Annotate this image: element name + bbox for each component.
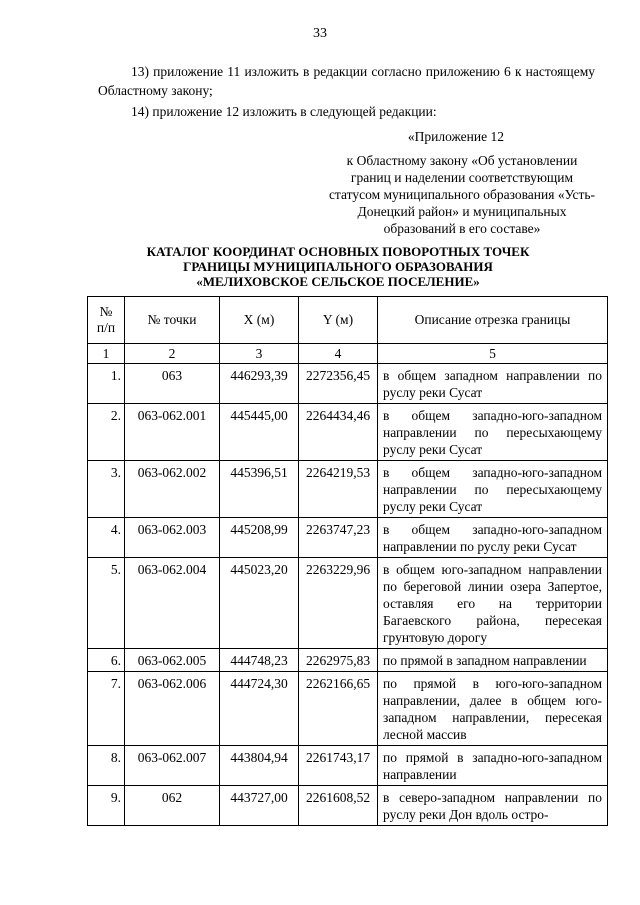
appendix-header (300, 127, 596, 237)
column-number: 4 (299, 344, 378, 364)
cell-y: 2262975,83 (299, 649, 378, 672)
cell-description: по прямой в западном направлении (378, 649, 608, 672)
cell-number: 8. (88, 746, 125, 786)
paragraph-14: 14) приложение 12 изложить в следующей редакции: (131, 104, 437, 119)
cell-number: 2. (88, 404, 125, 461)
cell-point: 063-062.003 (125, 518, 220, 558)
cell-y: 2261608,52 (299, 786, 378, 826)
table-row (88, 746, 608, 786)
coordinates-table (87, 296, 608, 826)
cell-point: 063-062.001 (125, 404, 220, 461)
table-row (88, 404, 608, 461)
table-row (88, 672, 608, 746)
cell-point: 063-062.002 (125, 461, 220, 518)
column-number: 3 (220, 344, 299, 364)
cell-description: в общем западно-юго-западном направлении по руслу реки Сусат (378, 518, 608, 558)
table-row (88, 518, 608, 558)
paragraph-13: 13) приложение 11 изложить в редакции согласно приложению 6 к настоящему Областному закону; (98, 64, 595, 98)
header-description: Описание отрезка границы (378, 297, 608, 344)
cell-x: 445208,99 (220, 518, 299, 558)
cell-x: 444748,23 (220, 649, 299, 672)
cell-number: 1. (88, 364, 125, 404)
header-n-line-1: № (99, 304, 113, 319)
cell-point: 063-062.004 (125, 558, 220, 649)
cell-x: 445445,00 (220, 404, 299, 461)
column-number: 5 (378, 344, 608, 364)
appendix-description: к Областному закону «Об установлении границ и наделении соответствующим статусом муниципального образования «Усть-Донецкий район» и муниципальных образований в его составе» (328, 153, 596, 236)
cell-y: 2263229,96 (299, 558, 378, 649)
header-x: X (м) (220, 297, 299, 344)
catalog-title (88, 244, 588, 289)
appendix-title: «Приложение 12 (407, 129, 504, 144)
cell-x: 443804,94 (220, 746, 299, 786)
header-point: № точки (125, 297, 220, 344)
cell-number: 9. (88, 786, 125, 826)
cell-description: в общем западном направлении по руслу реки Сусат (378, 364, 608, 404)
cell-number: 6. (88, 649, 125, 672)
cell-description: в общем западно-юго-западном направлении по пересыхающему руслу реки Сусат (378, 404, 608, 461)
table-row (88, 649, 608, 672)
cell-y: 2261743,17 (299, 746, 378, 786)
cell-number: 5. (88, 558, 125, 649)
table-row (88, 364, 608, 404)
cell-point: 063-062.007 (125, 746, 220, 786)
cell-x: 443727,00 (220, 786, 299, 826)
table-header-row (88, 297, 608, 344)
cell-number: 3. (88, 461, 125, 518)
header-y: Y (м) (299, 297, 378, 344)
cell-description: по прямой в юго-юго-западном направлении, далее в общем юго-западном направлении, пересекая лесной массив (378, 672, 608, 746)
header-n (88, 297, 125, 344)
cell-y: 2272356,45 (299, 364, 378, 404)
column-number: 1 (88, 344, 125, 364)
cell-description: по прямой в западно-юго-западном направлении (378, 746, 608, 786)
cell-point: 063-062.006 (125, 672, 220, 746)
table-row (88, 461, 608, 518)
cell-description: в общем западно-юго-западном направлении по пересыхающему руслу реки Сусат (378, 461, 608, 518)
cell-y: 2263747,23 (299, 518, 378, 558)
cell-point: 063 (125, 364, 220, 404)
cell-description: в общем юго-западном направлении по береговой линии озера Запертое, оставляя его на территории Багаевского района, пересекая грунтовую дорогу (378, 558, 608, 649)
table-row (88, 558, 608, 649)
cell-x: 445023,20 (220, 558, 299, 649)
catalog-title-line-1: КАТАЛОГ КООРДИНАТ ОСНОВНЫХ ПОВОРОТНЫХ ТОЧЕК (146, 244, 530, 259)
cell-number: 4. (88, 518, 125, 558)
cell-point: 062 (125, 786, 220, 826)
table-row (88, 786, 608, 826)
cell-y: 2264219,53 (299, 461, 378, 518)
page-number: 33 (313, 26, 327, 41)
cell-number: 7. (88, 672, 125, 746)
cell-point: 063-062.005 (125, 649, 220, 672)
catalog-title-line-3: «МЕЛИХОВСКОЕ СЕЛЬСКОЕ ПОСЕЛЕНИЕ» (196, 274, 480, 289)
cell-description: в северо-западном направлении по руслу реки Дон вдоль остро- (378, 786, 608, 826)
cell-x: 445396,51 (220, 461, 299, 518)
column-numbers-row (88, 344, 608, 364)
cell-x: 446293,39 (220, 364, 299, 404)
column-number: 2 (125, 344, 220, 364)
header-n-line-2: п/п (96, 320, 116, 335)
cell-x: 444724,30 (220, 672, 299, 746)
cell-y: 2262166,65 (299, 672, 378, 746)
cell-y: 2264434,46 (299, 404, 378, 461)
catalog-title-line-2: ГРАНИЦЫ МУНИЦИПАЛЬНОГО ОБРАЗОВАНИЯ (183, 259, 493, 274)
